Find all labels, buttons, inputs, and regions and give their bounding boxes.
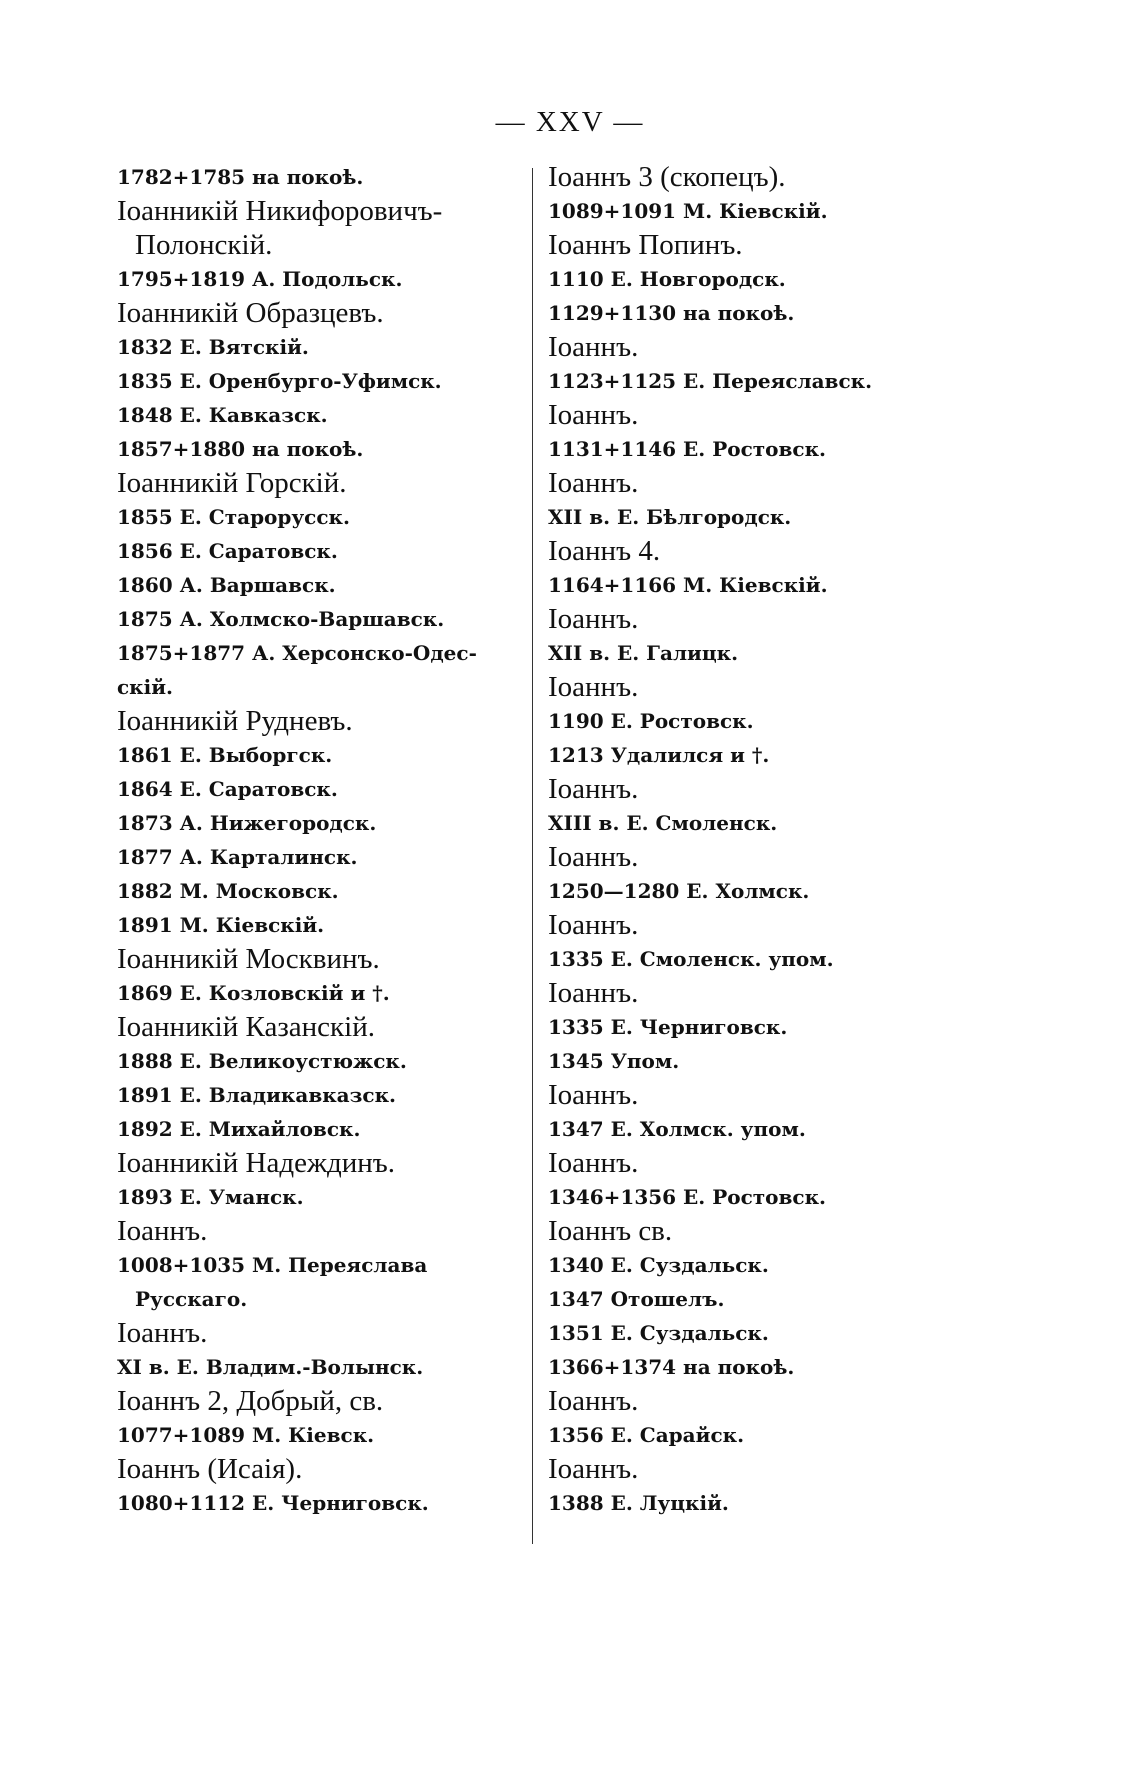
entry-date: 1860 А. Варшавск. [117, 573, 336, 597]
entry-date: 1893 Е. Уманск. [117, 1185, 304, 1209]
entry-date: 1832 Е. Вятскій. [117, 335, 309, 359]
entry-name: Іоаннъ Попинъ. [548, 229, 743, 261]
entry-name: Іоаннъ 2, Добрый, св. [117, 1385, 384, 1417]
entry-date: 1875+1877 А. Херсонско-Одес- [117, 641, 477, 665]
left-column [117, 160, 517, 1520]
entry-date: XII в. Е. Бѣлгородск. [548, 505, 792, 529]
entry-date: 1877 А. Карталинск. [117, 845, 358, 869]
entry-date: 1888 Е. Великоустюжск. [117, 1049, 407, 1073]
right-column [548, 160, 968, 1520]
entry-date: 1131+1146 Е. Ростовск. [548, 437, 826, 461]
entry-date: 1861 Е. Выборгск. [117, 743, 333, 767]
page-number: — XXV — [495, 106, 645, 138]
entry-date: 1335 Е. Смоленск. упом. [548, 947, 834, 971]
entry-date: 1129+1130 на покоѣ. [548, 301, 795, 325]
entry-name: Іоаннъ. [548, 773, 639, 805]
entry-date: 1077+1089 М. Кіевск. [117, 1423, 375, 1447]
entry-name: Іоаннъ. [117, 1317, 208, 1349]
column-divider [532, 168, 533, 1544]
entry-date: 1335 Е. Черниговск. [548, 1015, 788, 1039]
entry-date: 1873 А. Нижегородск. [117, 811, 377, 835]
entry-date: 1008+1035 М. Переяслава [117, 1253, 428, 1277]
entry-name: Іоаннъ. [117, 1215, 208, 1247]
entry-date: 1345 Упом. [548, 1049, 680, 1073]
entry-name: Полонскій. [135, 229, 273, 261]
entry-date: скій. [117, 675, 174, 699]
entry-name: Іоаннъ. [548, 671, 639, 703]
entry-date: 1782+1785 на покоѣ. [117, 165, 364, 189]
entry-date: XI в. Е. Владим.-Волынск. [117, 1355, 424, 1379]
entry-date: 1190 Е. Ростовск. [548, 709, 754, 733]
entry-name: Іоанникій Образцевъ. [117, 297, 384, 329]
entry-date: 1356 Е. Сарайск. [548, 1423, 745, 1447]
entry-name: Іоанникій Москвинъ. [117, 943, 380, 975]
entry-date: 1110 Е. Новгородск. [548, 267, 786, 291]
entry-name: Іоаннъ. [548, 1079, 639, 1111]
entry-name: Іоанникій Казанскій. [117, 1011, 375, 1043]
entry-name: Іоаннъ. [548, 331, 639, 363]
entry-date: 1213 Удалился и †. [548, 743, 770, 767]
entry-name: Іоаннъ. [548, 1385, 639, 1417]
entry-name: Іоаннъ (Исаія). [117, 1453, 303, 1485]
entry-date: 1388 Е. Луцкій. [548, 1491, 729, 1515]
entry-name: Іоаннъ. [548, 841, 639, 873]
entry-name: Іоанникій Надеждинъ. [117, 1147, 396, 1179]
entry-date: XII в. Е. Галицк. [548, 641, 739, 665]
entry-date: 1855 Е. Старорусск. [117, 505, 350, 529]
entry-date: 1347 Отошелъ. [548, 1287, 725, 1311]
entry-date: XIII в. Е. Смоленск. [548, 811, 778, 835]
entry-date: 1123+1125 Е. Переяславск. [548, 369, 873, 393]
entry-date: 1875 А. Холмско-Варшавск. [117, 607, 445, 631]
entry-name: Іоаннъ 4. [548, 535, 661, 567]
entry-date: 1340 Е. Суздальск. [548, 1253, 769, 1277]
entry-date: 1346+1356 Е. Ростовск. [548, 1185, 826, 1209]
entry-date: 1857+1880 на покоѣ. [117, 437, 364, 461]
entry-name: Іоаннъ. [548, 467, 639, 499]
entry-date: 1795+1819 А. Подольск. [117, 267, 403, 291]
entry-date: 1366+1374 на покоѣ. [548, 1355, 795, 1379]
entry-name: Іоаннъ. [548, 1453, 639, 1485]
entry-date: 1891 М. Кіевскій. [117, 913, 325, 937]
entry-name: Іоанникій Горскій. [117, 467, 347, 499]
entry-date: 1891 Е. Владикавказск. [117, 1083, 396, 1107]
entry-date: 1164+1166 М. Кіевскій. [548, 573, 828, 597]
entry-date: 1856 Е. Саратовск. [117, 539, 338, 563]
entry-name: Іоаннъ. [548, 909, 639, 941]
entry-date: 1089+1091 М. Кіевскій. [548, 199, 828, 223]
entry-name: Іоаннъ 3 (скопецъ). [548, 161, 786, 193]
entry-name: Іоанникій Рудневъ. [117, 705, 353, 737]
entry-date: 1835 Е. Оренбурго-Уфимск. [117, 369, 442, 393]
entry-date: 1848 Е. Кавказск. [117, 403, 328, 427]
entry-name: Іоаннъ. [548, 399, 639, 431]
entry-date: 1864 Е. Саратовск. [117, 777, 338, 801]
entry-date: 1869 Е. Козловскій и †. [117, 981, 390, 1005]
entry-name: Іоаннъ. [548, 603, 639, 635]
entry-date: Русскаго. [135, 1287, 248, 1311]
entry-date: 1080+1112 Е. Черниговск. [117, 1491, 429, 1515]
entry-date: 1351 Е. Суздальск. [548, 1321, 769, 1345]
entry-name: Іоанникій Никифоровичъ- [117, 195, 443, 227]
entry-name: Іоаннъ св. [548, 1215, 673, 1247]
entry-name: Іоаннъ. [548, 1147, 639, 1179]
entry-date: 1250—1280 Е. Холмск. [548, 879, 810, 903]
entry-date: 1892 Е. Михайловск. [117, 1117, 361, 1141]
entry-name: Іоаннъ. [548, 977, 639, 1009]
entry-date: 1882 М. Московск. [117, 879, 339, 903]
entry-date: 1347 Е. Холмск. упом. [548, 1117, 806, 1141]
